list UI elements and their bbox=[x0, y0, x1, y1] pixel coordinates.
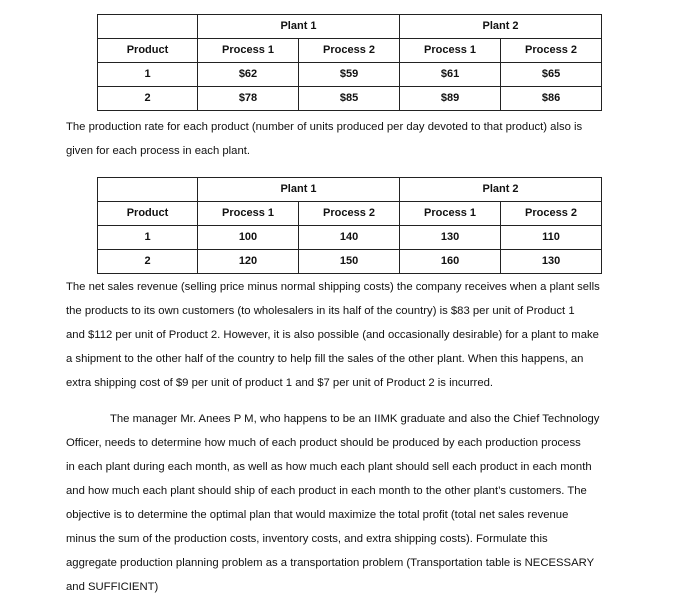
column-header: Process 2 bbox=[501, 39, 602, 63]
table-cell: 2 bbox=[98, 87, 198, 111]
plant-header: Plant 1 bbox=[198, 178, 400, 202]
text-line: minus the sum of the production costs, inventory costs, and extra shipping costs). Formulate this bbox=[66, 533, 548, 545]
production-rate-intro bbox=[66, 115, 636, 163]
table-cell: $86 bbox=[501, 87, 602, 111]
table-cell: $59 bbox=[299, 63, 400, 87]
column-header: Product bbox=[98, 202, 198, 226]
table-row bbox=[98, 202, 602, 226]
column-header: Process 2 bbox=[299, 202, 400, 226]
text-line: objective is to determine the optimal plan that would maximize the total profit (total net sales revenue bbox=[66, 509, 569, 521]
table-cell: $85 bbox=[299, 87, 400, 111]
table-cell: 140 bbox=[299, 226, 400, 250]
table-cell: $62 bbox=[198, 63, 299, 87]
sales-revenue-paragraph bbox=[66, 275, 636, 395]
text-line: and SUFFICIENT) bbox=[66, 581, 159, 593]
text-line: Officer, needs to determine how much of each product should be produced by each production process bbox=[66, 437, 581, 449]
table-row bbox=[98, 15, 602, 39]
text-line: given for each process in each plant. bbox=[66, 145, 250, 157]
table-cell: 120 bbox=[198, 250, 299, 274]
table-row bbox=[98, 250, 602, 274]
column-header: Process 2 bbox=[501, 202, 602, 226]
table-cell bbox=[98, 15, 198, 39]
table-cell: 150 bbox=[299, 250, 400, 274]
column-header: Process 1 bbox=[400, 202, 501, 226]
table-cell: $89 bbox=[400, 87, 501, 111]
table-cell: 2 bbox=[98, 250, 198, 274]
column-header: Product bbox=[98, 39, 198, 63]
table-cell: 130 bbox=[501, 250, 602, 274]
text-line: The production rate for each product (number of units produced per day devoted to that product) also is bbox=[66, 121, 583, 133]
text-line: The manager Mr. Anees P M, who happens to be an IIMK graduate and also the Chief Technology bbox=[110, 413, 600, 425]
production-rate-table bbox=[97, 177, 602, 274]
column-header: Process 1 bbox=[198, 202, 299, 226]
column-header: Process 2 bbox=[299, 39, 400, 63]
plant-header: Plant 2 bbox=[400, 15, 602, 39]
table-cell: 1 bbox=[98, 226, 198, 250]
column-header: Process 1 bbox=[400, 39, 501, 63]
text-line: in each plant during each month, as well as how much each plant should sell each product in each month bbox=[66, 461, 592, 473]
table-row bbox=[98, 178, 602, 202]
table-cell: 160 bbox=[400, 250, 501, 274]
plant-header: Plant 1 bbox=[198, 15, 400, 39]
table-cell: 130 bbox=[400, 226, 501, 250]
table-cell bbox=[98, 178, 198, 202]
text-line: and $112 per unit of Product 2. However, it is also possible (and occasionally desirable) for a plant to make bbox=[66, 329, 599, 341]
table-cell: 110 bbox=[501, 226, 602, 250]
table-cell: $78 bbox=[198, 87, 299, 111]
plant-header: Plant 2 bbox=[400, 178, 602, 202]
table-cell: 100 bbox=[198, 226, 299, 250]
table-row bbox=[98, 226, 602, 250]
column-header: Process 1 bbox=[198, 39, 299, 63]
table-row bbox=[98, 39, 602, 63]
production-cost-table bbox=[97, 14, 602, 111]
text-line: a shipment to the other half of the country to help fill the sales of the other plant. When this happens, an bbox=[66, 353, 584, 365]
text-line: and how much each plant should ship of each product in each month to the other plant’s customers. The bbox=[66, 485, 587, 497]
table-row bbox=[98, 87, 602, 111]
table-cell: $61 bbox=[400, 63, 501, 87]
text-line: aggregate production planning problem as a transportation problem (Transportation table is NECESSARY bbox=[66, 557, 595, 569]
text-line: the products to its own customers (to wholesalers in its half of the country) is $83 per unit of Product 1 bbox=[66, 305, 575, 317]
table-cell: 1 bbox=[98, 63, 198, 87]
table-row bbox=[98, 63, 602, 87]
table-cell: $65 bbox=[501, 63, 602, 87]
problem-statement-paragraph bbox=[66, 407, 636, 599]
text-line: extra shipping cost of $9 per unit of product 1 and $7 per unit of Product 2 is incurred. bbox=[66, 377, 494, 389]
text-line: The net sales revenue (selling price minus normal shipping costs) the company receives when a plant sells bbox=[66, 281, 600, 293]
